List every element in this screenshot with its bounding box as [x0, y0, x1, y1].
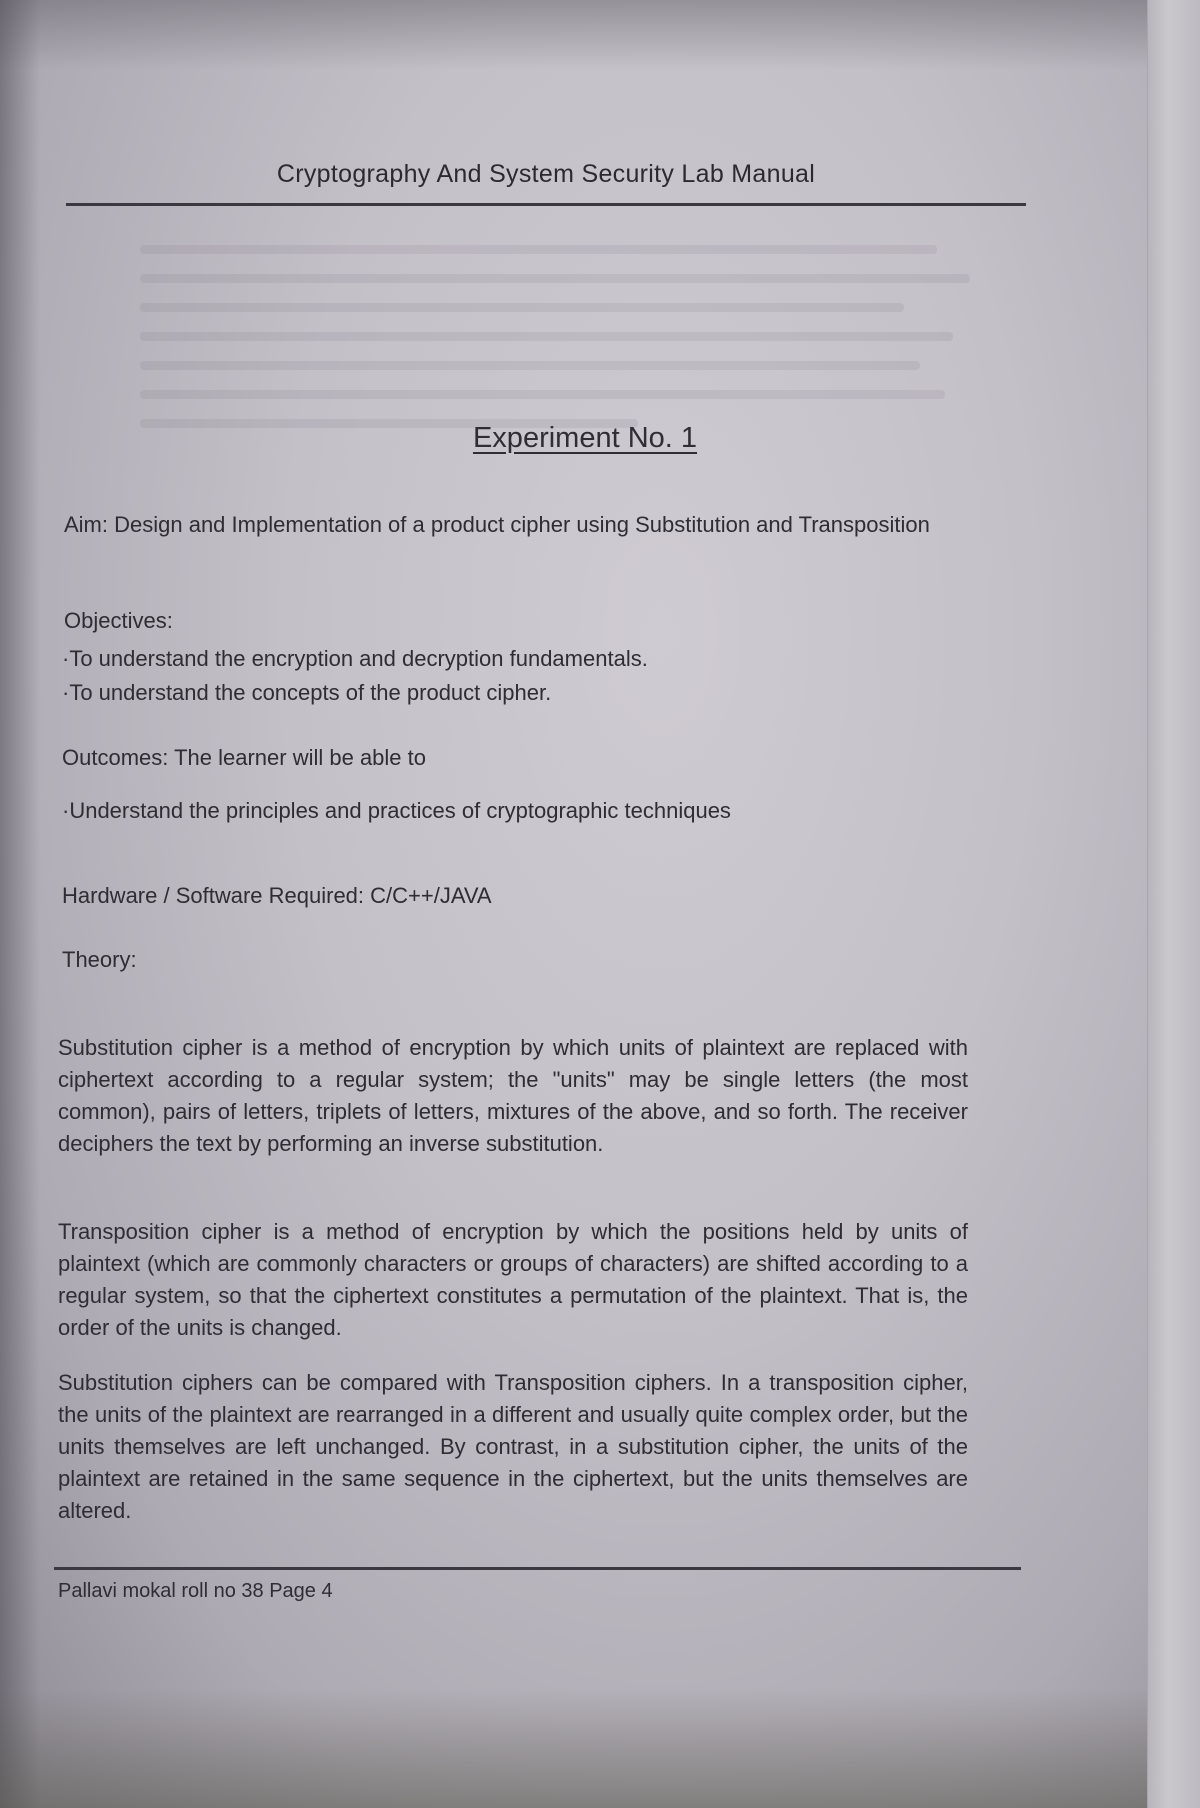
experiment-title: Experiment No. 1: [472, 422, 698, 454]
outcome-item: · Understand the principles and practices of cryptographic techniques: [62, 797, 962, 825]
objectives-label: Objectives:: [64, 608, 173, 633]
objective-item: · To understand the concepts of the product cipher.: [62, 676, 962, 710]
manual-title: Cryptography And System Security Lab Manual: [276, 160, 816, 188]
shadow-top: [0, 0, 1200, 70]
page-footer: Pallavi mokal roll no 38 Page 4: [58, 1580, 333, 1602]
theory-label: Theory:: [62, 947, 137, 972]
theory-paragraph-transposition: Transposition cipher is a method of encryption by which the positions held by units of plaintext (which are commonly characters or groups of characters) are shifted according to a regular system, so that the ciphertext constitutes a permutation of the plaintext. That is, the order of the units is changed.: [58, 1219, 968, 1340]
shadow-bottom: [0, 1688, 1200, 1808]
theory-paragraph-substitution: Substitution cipher is a method of encryption by which units of plaintext are replaced with ciphertext according to a regular system; the "units" may be single letters (the most common), pairs of letters, triplets of letters, mixtures of the above, and so forth. The receiver deciphers the text by performing an inverse substitution.: [58, 1035, 968, 1156]
footer-rule: [54, 1567, 1021, 1570]
hardware-requirements: Hardware / Software Required: C/C++/JAVA: [62, 883, 492, 908]
header-rule: [66, 203, 1026, 206]
theory-paragraph-comparison: Substitution ciphers can be compared with Transposition ciphers. In a transposition cipher, the units of the plaintext are rearranged in a different and usually quite complex order, but the units themselves are left unchanged. By contrast, in a substitution cipher, the units of the plaintext are retained in the same sequence in the ciphertext, but the units themselves are altered.: [58, 1370, 968, 1523]
page-edge: [1147, 0, 1200, 1808]
shadow-left: [0, 0, 40, 1808]
aim-text: Aim: Design and Implementation of a product cipher using Substitution and Transposition: [64, 512, 930, 537]
outcomes-label: Outcomes: The learner will be able to: [62, 745, 426, 770]
objectives-list: [62, 642, 962, 710]
objective-item: · To understand the encryption and decryption fundamentals.: [62, 642, 962, 676]
